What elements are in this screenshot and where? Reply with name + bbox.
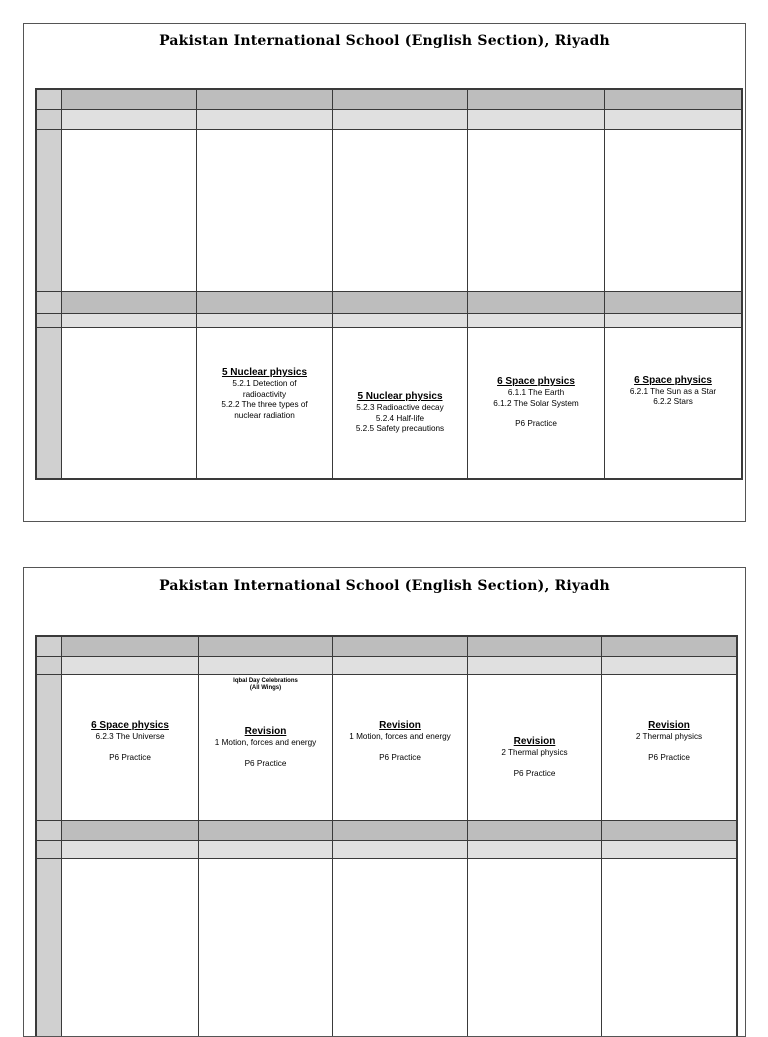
side-cell [37, 841, 62, 859]
topic-heading: 5 Nuclear physics [357, 391, 443, 403]
header-cell [199, 821, 333, 841]
header-cell [605, 90, 741, 110]
subtopic-line: 5.2.3 Radioactive decay [356, 403, 444, 413]
lesson-cell [333, 328, 468, 478]
schedule-grid [35, 635, 738, 1037]
lesson-cell [333, 130, 468, 292]
header-cell [62, 841, 199, 859]
header-cell [468, 657, 602, 675]
header-cell [602, 637, 736, 657]
subtopic-line: 5.2.5 Safety precautions [355, 424, 445, 434]
lesson-cell [468, 859, 602, 1037]
side-cell [37, 657, 62, 675]
lesson-cell [605, 328, 741, 478]
topic-heading: Revision [379, 720, 421, 731]
topic-heading: Revision [244, 726, 287, 737]
school-title: Pakistan International School (English Section), Riyadh [159, 33, 610, 49]
header-cell [197, 110, 333, 130]
header-cell [468, 314, 605, 328]
header-cell [468, 841, 602, 859]
header-cell [333, 292, 468, 314]
lesson-cell [333, 859, 468, 1037]
subtopic-line: 5.2.2 The three types of [221, 400, 308, 409]
header-cell [468, 292, 605, 314]
header-cell [605, 314, 741, 328]
header-cell [605, 110, 741, 130]
side-cell [37, 821, 62, 841]
lesson-cell [333, 675, 468, 821]
lesson-cell [468, 328, 605, 478]
header-cell [199, 657, 333, 675]
lesson-cell [199, 675, 333, 821]
header-cell [605, 292, 741, 314]
subtopic-line: 1 Motion, forces and energy [214, 738, 317, 747]
topic-heading: 6 Space physics [91, 720, 169, 731]
side-cell [37, 675, 62, 821]
header-cell [333, 821, 468, 841]
side-cell [37, 314, 62, 328]
header-cell [333, 110, 468, 130]
side-cell [37, 90, 62, 110]
schedule-page-1 [23, 23, 746, 522]
lesson-cell [62, 328, 197, 478]
header-cell [62, 637, 199, 657]
header-cell [333, 314, 468, 328]
practice-line: P6 Practice [379, 752, 421, 762]
header-cell [468, 90, 605, 110]
practice-line: P6 Practice [244, 758, 287, 768]
schedule-grid [35, 88, 743, 480]
subtopic-line: 6.1.2 The Solar System [493, 398, 579, 408]
lesson-cell [602, 675, 736, 821]
lesson-cell [197, 130, 333, 292]
lesson-cell [602, 859, 736, 1037]
side-cell [37, 328, 62, 478]
school-title: Pakistan International School (English Section), Riyadh [159, 578, 610, 594]
header-cell [62, 90, 197, 110]
header-cell [199, 637, 333, 657]
header-cell [602, 821, 736, 841]
header-cell [468, 110, 605, 130]
subtopic-line: 6.2.1 The Sun as a Star [629, 386, 717, 396]
subtopic-line: radioactivity [242, 389, 287, 399]
lesson-cell [62, 859, 199, 1037]
subtopic-line: 5.2.1 Detection of [232, 379, 297, 388]
header-cell [602, 841, 736, 859]
lesson-cell [197, 328, 333, 478]
header-cell [62, 110, 197, 130]
header-cell [333, 637, 468, 657]
header-cell [468, 821, 602, 841]
topic-heading: Revision [648, 720, 690, 731]
side-cell [37, 130, 62, 292]
side-cell [37, 110, 62, 130]
header-cell [62, 314, 197, 328]
header-cell [333, 657, 468, 675]
side-cell [37, 292, 62, 314]
side-cell [37, 637, 62, 657]
subtopic-line: 6.2.3 The Universe [95, 732, 165, 741]
lesson-cell [605, 130, 741, 292]
header-cell [197, 314, 333, 328]
subtopic-line: 2 Thermal physics [501, 748, 568, 757]
subtopic-line: nuclear radiation [234, 410, 295, 420]
topic-heading: 6 Space physics [497, 376, 575, 388]
lesson-cell [468, 675, 602, 821]
header-cell [199, 841, 333, 859]
header-cell [333, 90, 468, 110]
subtopic-line: 5.2.4 Half-life [375, 413, 425, 423]
side-cell [37, 859, 62, 1037]
topic-heading: 6 Space physics [634, 374, 712, 386]
header-cell [62, 821, 199, 841]
lesson-cell [199, 859, 333, 1037]
subtopic-line: 1 Motion, forces and energy [349, 732, 451, 741]
lesson-cell [62, 675, 199, 821]
practice-line: P6 Practice [513, 768, 556, 778]
event-note: Iqbal Day Celebrations (All Wings) [233, 678, 298, 691]
schedule-page-2 [23, 567, 746, 1037]
header-cell [602, 657, 736, 675]
practice-line: P6 Practice [515, 419, 557, 429]
header-cell [468, 637, 602, 657]
lesson-cell [468, 130, 605, 292]
header-cell [333, 841, 468, 859]
header-cell [197, 292, 333, 314]
topic-heading: 5 Nuclear physics [221, 367, 308, 378]
topic-heading: Revision [513, 736, 556, 747]
subtopic-line: 6.1.1 The Earth [507, 388, 565, 398]
lesson-cell [62, 130, 197, 292]
header-cell [62, 657, 199, 675]
subtopic-line: 2 Thermal physics [635, 732, 703, 741]
header-cell [62, 292, 197, 314]
practice-line: P6 Practice [648, 752, 690, 762]
subtopic-line: 6.2.2 Stars [653, 397, 693, 406]
practice-line: P6 Practice [109, 752, 151, 762]
header-cell [197, 90, 333, 110]
